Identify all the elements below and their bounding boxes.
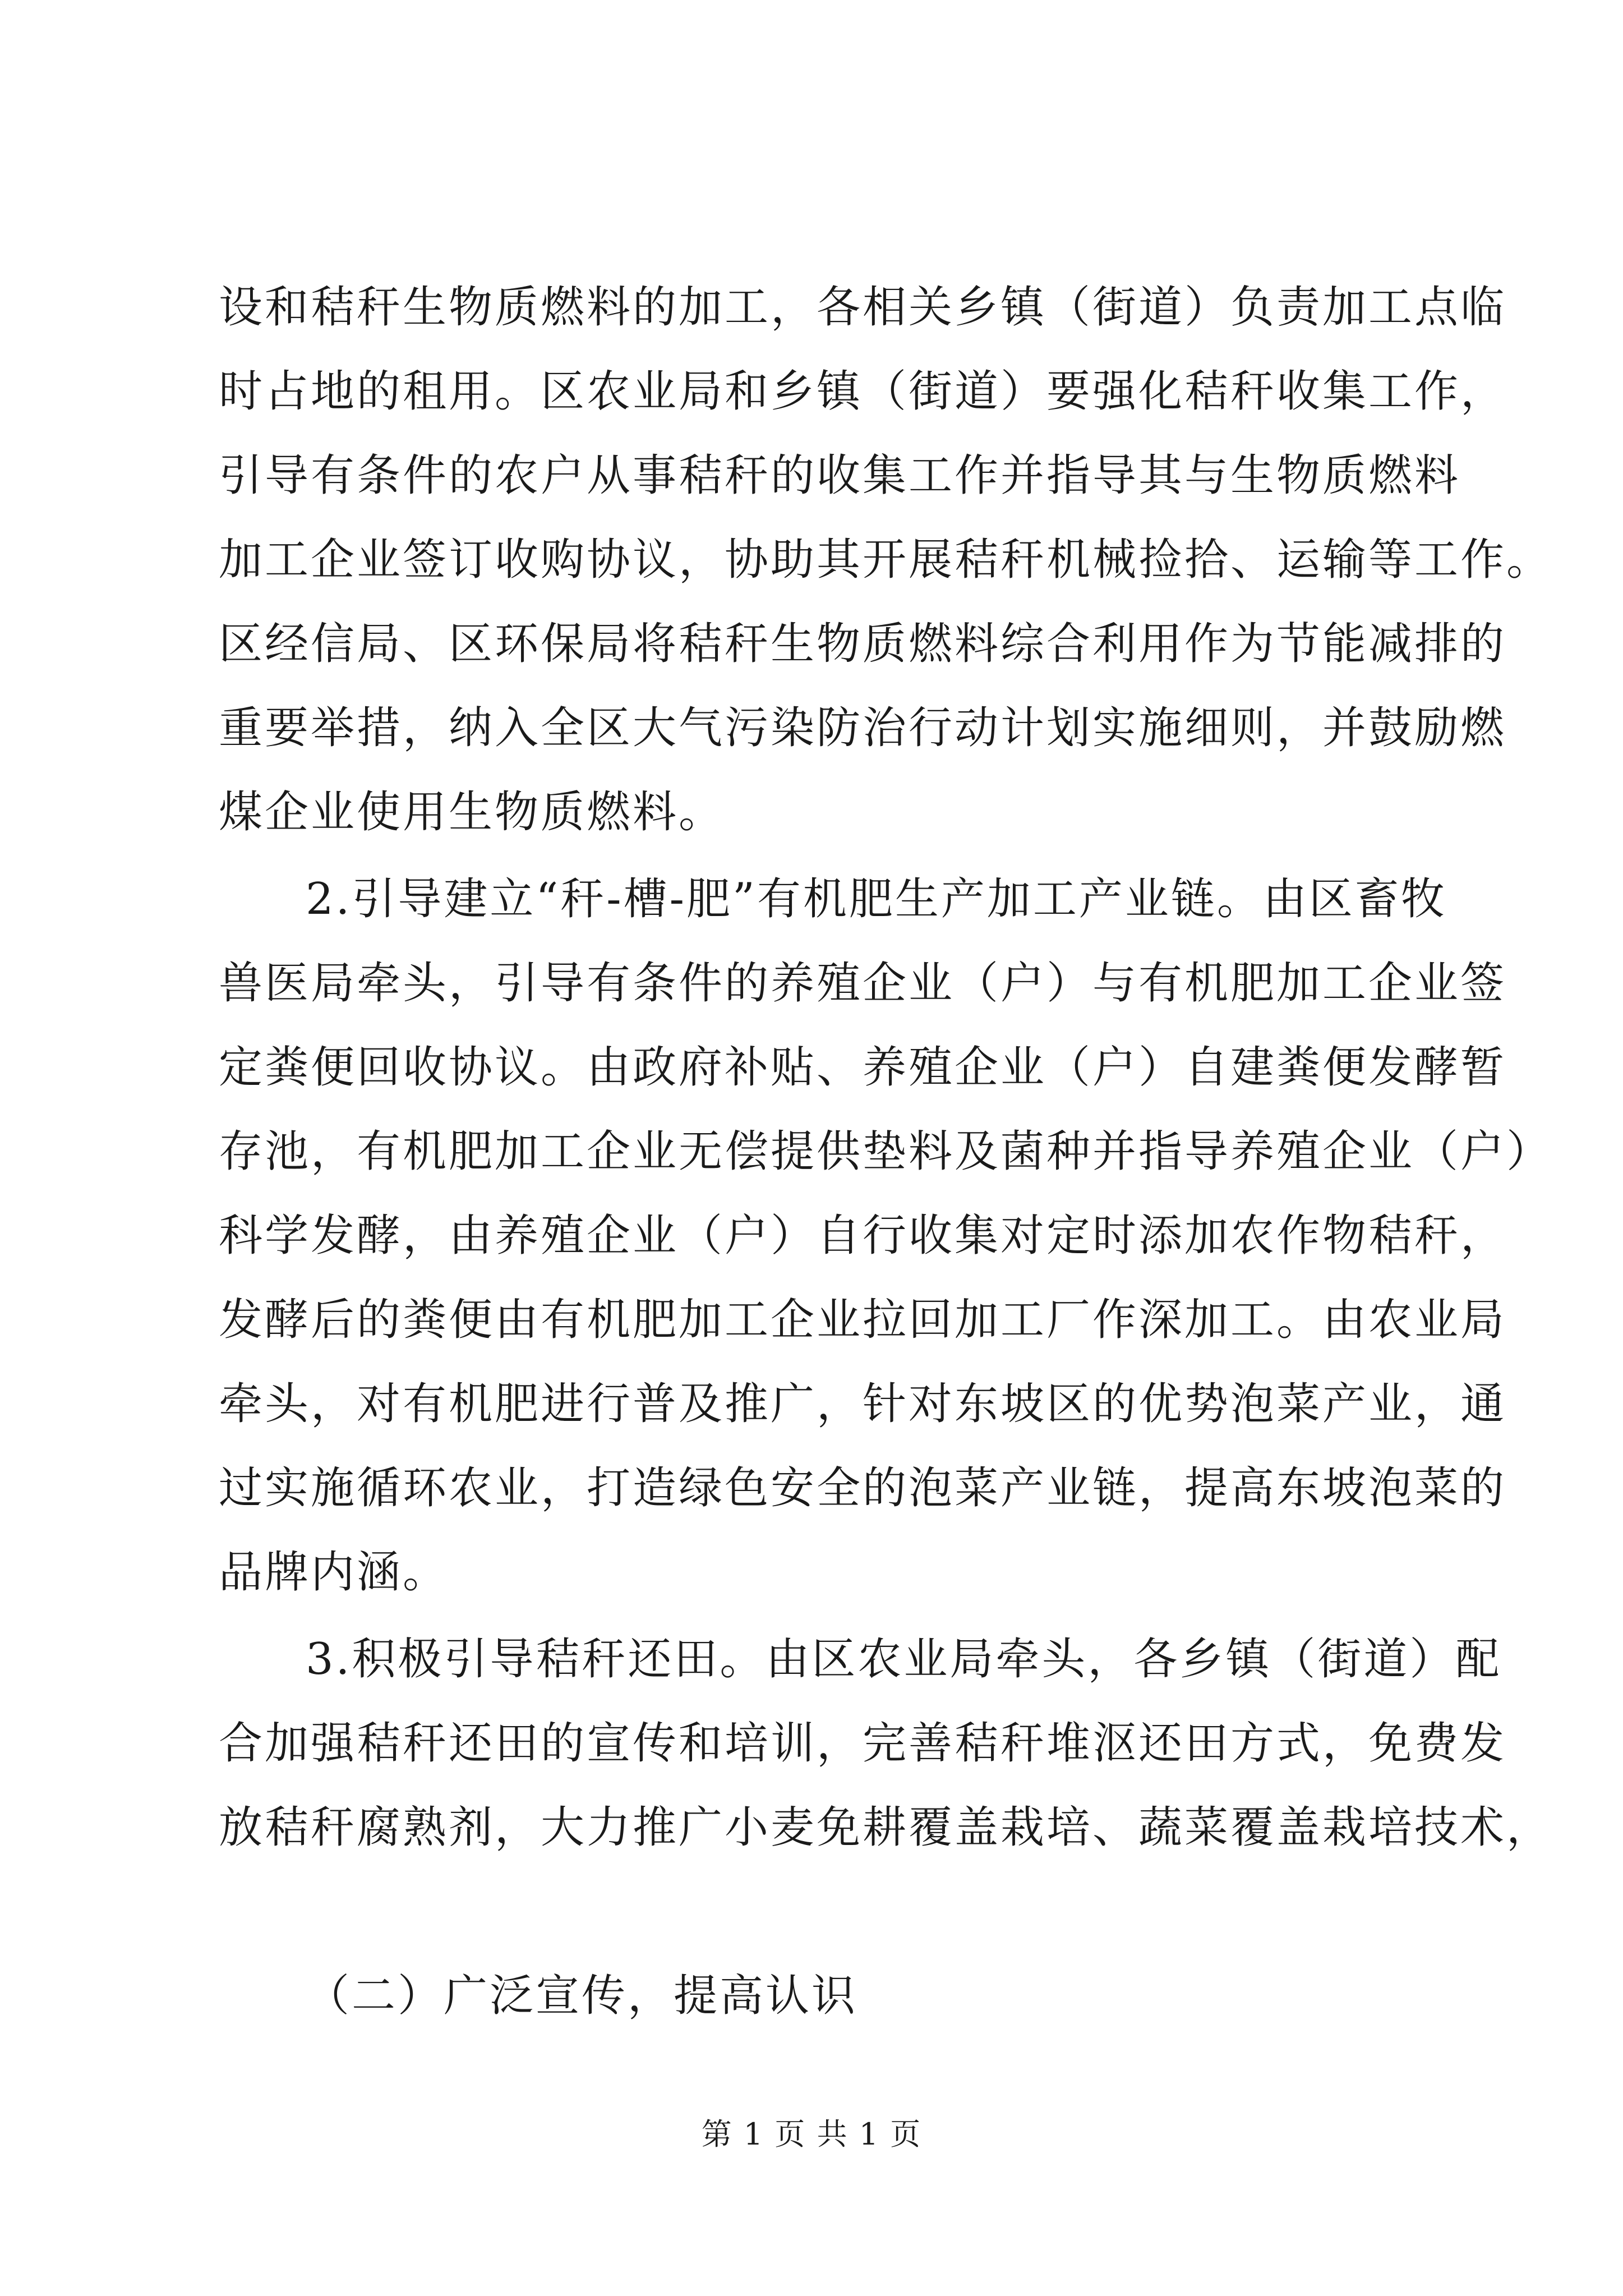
paragraph-1-line-1: 设和秸秆生物质燃料的加工，各相关乡镇（街道）负责加工点临 [219,282,1507,333]
paragraph-1-line-5: 区经信局、区环保局将秸秆生物质燃料综合利用作为节能减排的 [219,619,1507,669]
paragraph-2-line-6: 发酵后的粪便由有机肥加工企业拉回加工厂作深加工。由农业局 [219,1295,1507,1345]
paragraph-2-line-8: 过实施循环农业，打造绿色安全的泡菜产业链，提高东坡泡菜的 [219,1463,1507,1513]
section-heading-2: （二）广泛宣传，提高认识 [306,1971,858,2021]
paragraph-2-line-2: 兽医局牵头，引导有条件的养殖企业（户）与有机肥加工企业签 [219,958,1507,1009]
paragraph-1-line-3: 引导有条件的农户从事秸秆的收集工作并指导其与生物质燃料 [219,450,1461,501]
paragraph-2-line-9: 品牌内涵。 [219,1547,449,1598]
paragraph-2-line-4: 存池，有机肥加工企业无偿提供垫料及菌种并指导养殖企业（户） [219,1126,1553,1177]
page-footer: 第 1 页 共 1 页 [701,2116,922,2152]
paragraph-2-line-3: 定粪便回收协议。由政府补贴、养殖企业（户）自建粪便发酵暂 [219,1042,1507,1093]
paragraph-2-line-7: 牵头，对有机肥进行普及推广，针对东坡区的优势泡菜产业，通 [219,1379,1507,1429]
paragraph-3-line-1: 3.积极引导秸秆还田。由区农业局牵头，各乡镇（街道）配 [306,1634,1502,1685]
paragraph-1-line-7: 煤企业使用生物质燃料。 [219,787,725,838]
paragraph-1-line-4: 加工企业签订收购协议，协助其开展秸秆机械捡拾、运输等工作。 [219,535,1553,585]
paragraph-1-line-2: 时占地的租用。区农业局和乡镇（街道）要强化秸秆收集工作， [219,366,1507,417]
paragraph-2-line-1: 2.引导建立“秆-槽-肥”有机肥生产加工产业链。由区畜牧 [306,874,1447,924]
paragraph-1-line-6: 重要举措，纳入全区大气污染防治行动计划实施细则，并鼓励燃 [219,703,1507,753]
paragraph-3-line-2: 合加强秸秆还田的宣传和培训，完善秸秆堆沤还田方式，免费发 [219,1718,1507,1769]
paragraph-3-line-3: 放秸秆腐熟剂，大力推广小麦免耕覆盖栽培、蔬菜覆盖栽培技术， [219,1802,1553,1853]
paragraph-2-line-5: 科学发酵，由养殖企业（户）自行收集对定时添加农作物秸秆， [219,1211,1507,1261]
